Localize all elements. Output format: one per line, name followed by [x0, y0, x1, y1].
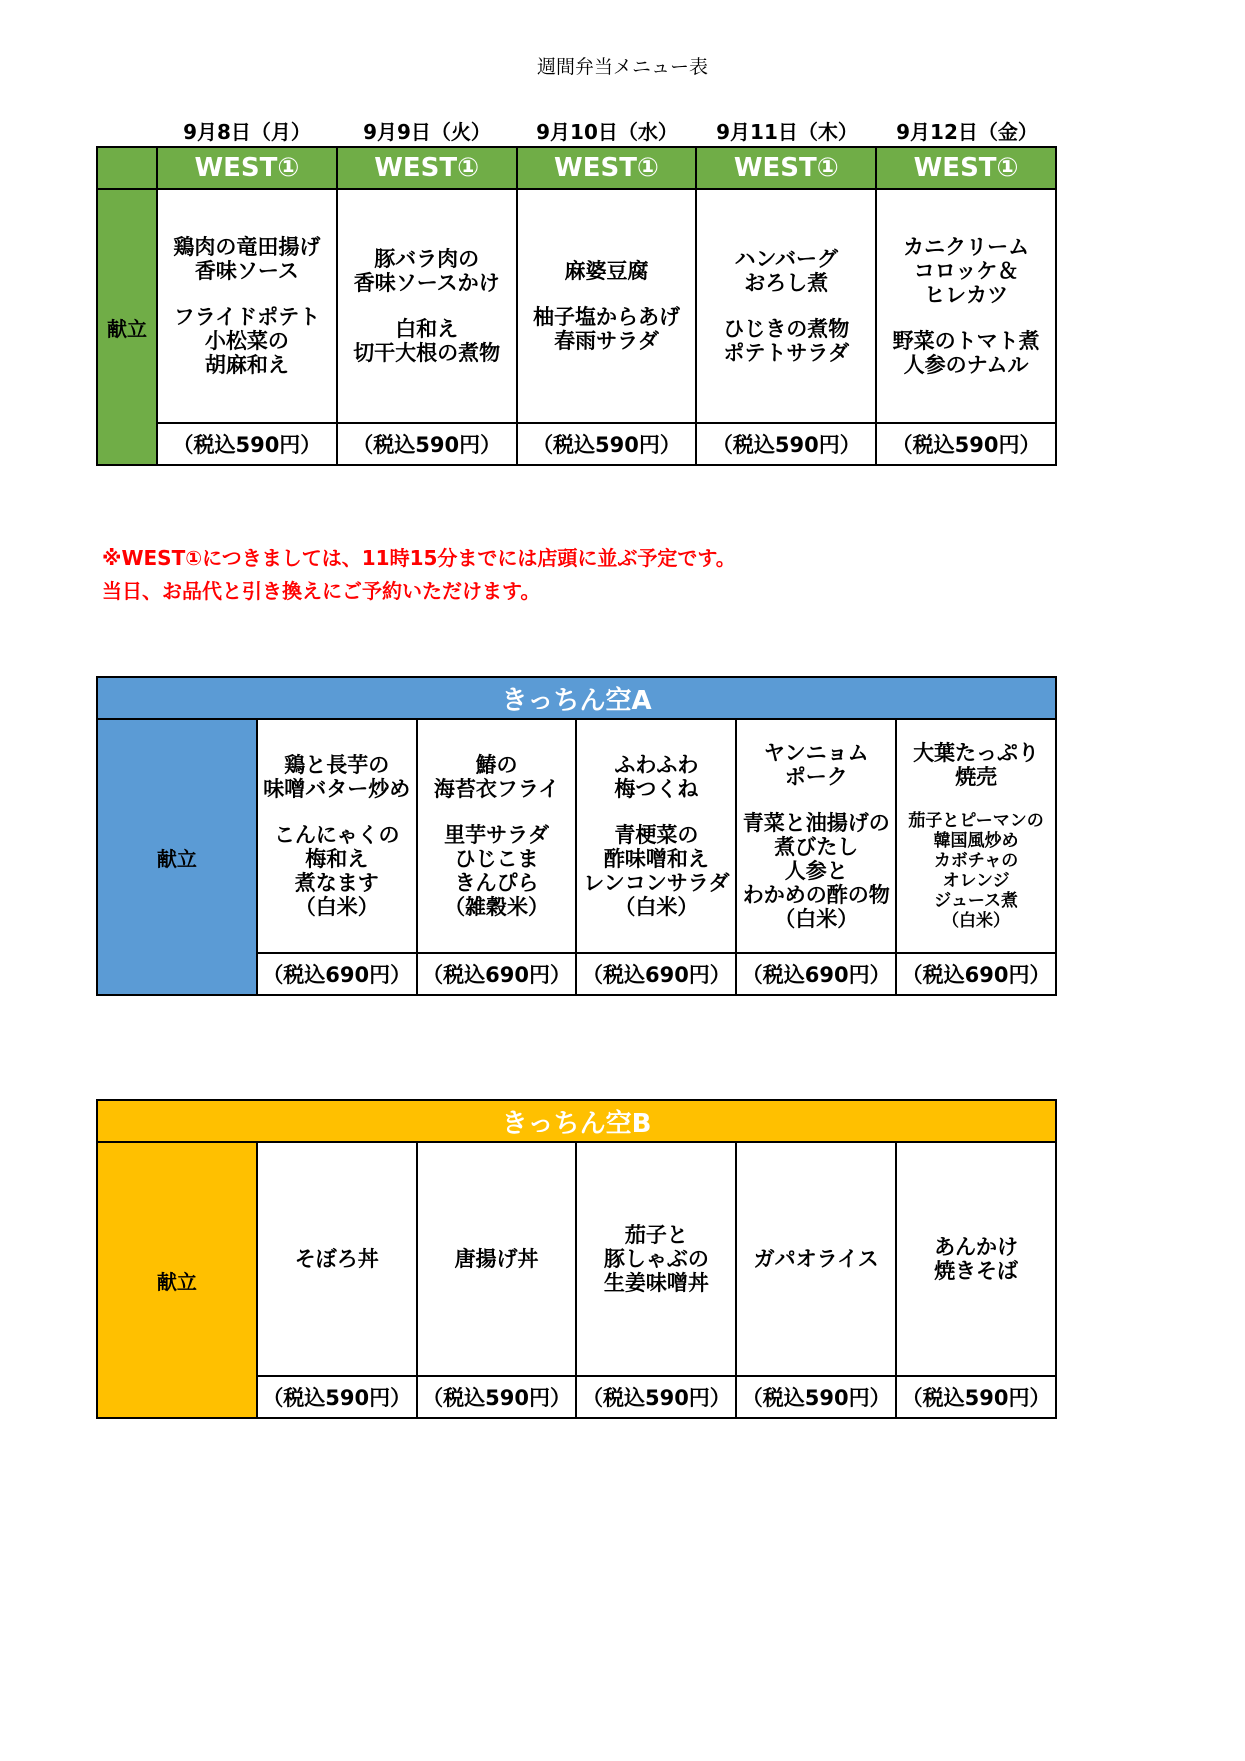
dish-line: 切干大根の煮物 — [353, 341, 501, 365]
dish-line: 大葉たっぷり — [913, 741, 1040, 765]
kitchen-b-price-tue: （税込590円） — [417, 1376, 577, 1418]
west-price-thu: （税込590円） — [696, 423, 876, 465]
dish-line: 鶏肉の竜田揚げ — [173, 235, 321, 259]
dish-line: 麻婆豆腐 — [564, 259, 649, 283]
kitchen-b-dish-fri — [896, 1142, 1056, 1376]
dish-group-gap — [258, 801, 416, 823]
west-dish-fri — [876, 189, 1056, 423]
kitchen-a-price-wed: （税込690円） — [576, 953, 736, 995]
dish-line: 味噌バター炒め — [263, 777, 411, 801]
dish-group-gap — [418, 801, 576, 823]
dish-line: ジュース煮 — [934, 891, 1018, 911]
dish-line: 梅つくね — [614, 777, 699, 801]
kitchen-a-dish-wed — [576, 719, 736, 953]
dish-line: 柚子塩からあげ — [532, 305, 680, 329]
dish-line: ポーク — [784, 765, 848, 789]
west-price-mon: （税込590円） — [157, 423, 337, 465]
dish-line: 焼売 — [955, 765, 998, 789]
date-thu: 9月11日（木） — [716, 120, 858, 144]
kitchen-b-menu-table — [96, 1099, 1057, 1419]
kitchen-a-price-tue: （税込690円） — [417, 953, 577, 995]
kitchen-a-dish-fri — [896, 719, 1056, 953]
dish-line: ひじきの煮物 — [723, 317, 850, 341]
dish-line: わかめの酢の物 — [742, 883, 890, 907]
dish-line: ヒレカツ — [924, 283, 1009, 307]
dish-line: 酢味噌和え — [603, 847, 709, 871]
dish-line: オレンジ — [942, 871, 1010, 891]
kitchen-a-row-label: 献立 — [97, 719, 257, 995]
date-tue: 9月9日（火） — [363, 120, 491, 144]
kitchen-b-price-fri: （税込590円） — [896, 1376, 1056, 1418]
dish-line: 胡麻和え — [204, 353, 289, 377]
dish-line: 白和え — [395, 317, 459, 341]
dish-line: （白米） — [614, 895, 699, 919]
dish-line: ガパオライス — [753, 1247, 879, 1271]
dish-line: ポテトサラダ — [723, 341, 850, 365]
west-shop-fri: WEST① — [876, 147, 1056, 189]
dish-line: ふわふわ — [614, 753, 699, 777]
kitchen-b-price-mon: （税込590円） — [257, 1376, 417, 1418]
notice-line-1: ※WEST①につきましては、11時15分までには店頭に並ぶ予定です。 — [102, 546, 736, 570]
kitchen-b-price-thu: （税込590円） — [736, 1376, 896, 1418]
dish-line: ハンバーグ — [734, 247, 839, 271]
kitchen-a-dish-tue — [417, 719, 577, 953]
kitchen-a-price-mon: （税込690円） — [257, 953, 417, 995]
west-dish-wed — [517, 189, 697, 423]
dish-line: そぼろ丼 — [294, 1247, 379, 1271]
dish-line: （白米） — [294, 895, 379, 919]
dish-group-gap — [737, 789, 895, 811]
dish-line: ひじこま — [454, 847, 539, 871]
notice-line-2: 当日、お品代と引き換えにご予約いただけます。 — [102, 579, 541, 603]
kitchen-b-dish-tue — [417, 1142, 577, 1376]
kitchen-b-row-label: 献立 — [97, 1142, 257, 1418]
dish-line: 鰆の — [475, 753, 518, 777]
date-wed: 9月10日（水） — [536, 120, 678, 144]
kitchen-b-dish-wed — [576, 1142, 736, 1376]
kitchen-b-price-wed: （税込590円） — [576, 1376, 736, 1418]
dish-group-gap — [577, 801, 735, 823]
west-shop-thu: WEST① — [696, 147, 876, 189]
west-shop-wed: WEST① — [517, 147, 697, 189]
dish-line: おろし煮 — [744, 271, 829, 295]
dish-line: 里芋サラダ — [444, 823, 549, 847]
dish-line: フライドポテト — [173, 305, 321, 329]
kitchen-a-dish-mon — [257, 719, 417, 953]
kitchen-a-dish-thu — [736, 719, 896, 953]
kitchen-a-menu-table — [96, 676, 1057, 996]
dish-line: 韓国風炒め — [933, 831, 1019, 851]
west-shop-tue: WEST① — [337, 147, 517, 189]
dish-line: 茄子とピーマンの — [908, 811, 1044, 831]
kitchen-b-dish-mon — [257, 1142, 417, 1376]
dish-line: カボチャの — [933, 851, 1019, 871]
date-mon: 9月8日（月） — [183, 120, 311, 144]
kitchen-a-shop-header: きっちん空A — [97, 677, 1056, 719]
dish-line: 焼きそば — [934, 1259, 1019, 1283]
west-row-label: 献立 — [97, 189, 157, 465]
dish-group-gap — [338, 295, 516, 317]
west-notice — [102, 542, 736, 608]
west-price-wed: （税込590円） — [517, 423, 697, 465]
dish-line: 香味ソースかけ — [353, 271, 500, 295]
dish-line: 豚バラ肉の — [374, 247, 480, 271]
west-price-tue: （税込590円） — [337, 423, 517, 465]
dish-line: 茄子と — [624, 1223, 688, 1247]
dish-group-gap — [518, 283, 696, 305]
dish-group-gap — [158, 283, 336, 305]
dish-line: 野菜のトマト煮 — [892, 329, 1040, 353]
kitchen-b-dish-thu — [736, 1142, 896, 1376]
page-title: 週間弁当メニュー表 — [536, 56, 708, 78]
dish-line: あんかけ — [934, 1235, 1019, 1259]
dish-line: ヤンニョム — [763, 741, 869, 765]
dish-group-gap — [697, 295, 875, 317]
dish-line: 小松菜の — [204, 329, 289, 353]
dish-line: （白米） — [942, 911, 1011, 931]
dish-line: 春雨サラダ — [554, 329, 659, 353]
dish-line: 生姜味噌丼 — [603, 1271, 709, 1295]
dish-line: 唐揚げ丼 — [454, 1247, 539, 1271]
dish-line: 香味ソース — [194, 259, 299, 283]
dish-line: （雑穀米） — [444, 895, 550, 919]
dish-line: 梅和え — [305, 847, 369, 871]
dish-line: 海苔衣フライ — [433, 777, 560, 801]
west-menu-table — [96, 146, 1057, 466]
dish-line: 人参と — [784, 859, 848, 883]
west-dish-thu — [696, 189, 876, 423]
west-corner-cell — [97, 147, 157, 189]
kitchen-a-price-thu: （税込690円） — [736, 953, 896, 995]
dish-group-gap — [897, 789, 1055, 811]
kitchen-b-shop-header: きっちん空B — [97, 1100, 1056, 1142]
dish-line: 人参のナムル — [903, 353, 1029, 377]
date-fri: 9月12日（金） — [896, 120, 1038, 144]
kitchen-a-price-fri: （税込690円） — [896, 953, 1056, 995]
dish-line: 豚しゃぶの — [603, 1247, 709, 1271]
dish-line: 煮なます — [294, 871, 379, 895]
dish-line: レンコンサラダ — [583, 871, 730, 895]
dish-line: こんにゃくの — [273, 823, 400, 847]
dish-line: 煮びたし — [774, 835, 859, 859]
west-price-fri: （税込590円） — [876, 423, 1056, 465]
date-header-row — [157, 116, 1057, 146]
dish-line: （白米） — [774, 907, 859, 931]
dish-line: 青梗菜の — [614, 823, 699, 847]
dish-line: 青菜と油揚げの — [742, 811, 890, 835]
dish-line: きんぴら — [454, 871, 539, 895]
dish-line: カニクリーム — [903, 235, 1030, 259]
dish-line: 鶏と長芋の — [284, 753, 390, 777]
dish-group-gap — [877, 307, 1055, 329]
west-dish-tue — [337, 189, 517, 423]
west-shop-mon: WEST① — [157, 147, 337, 189]
dish-line: コロッケ＆ — [913, 259, 1019, 283]
west-dish-mon — [157, 189, 337, 423]
